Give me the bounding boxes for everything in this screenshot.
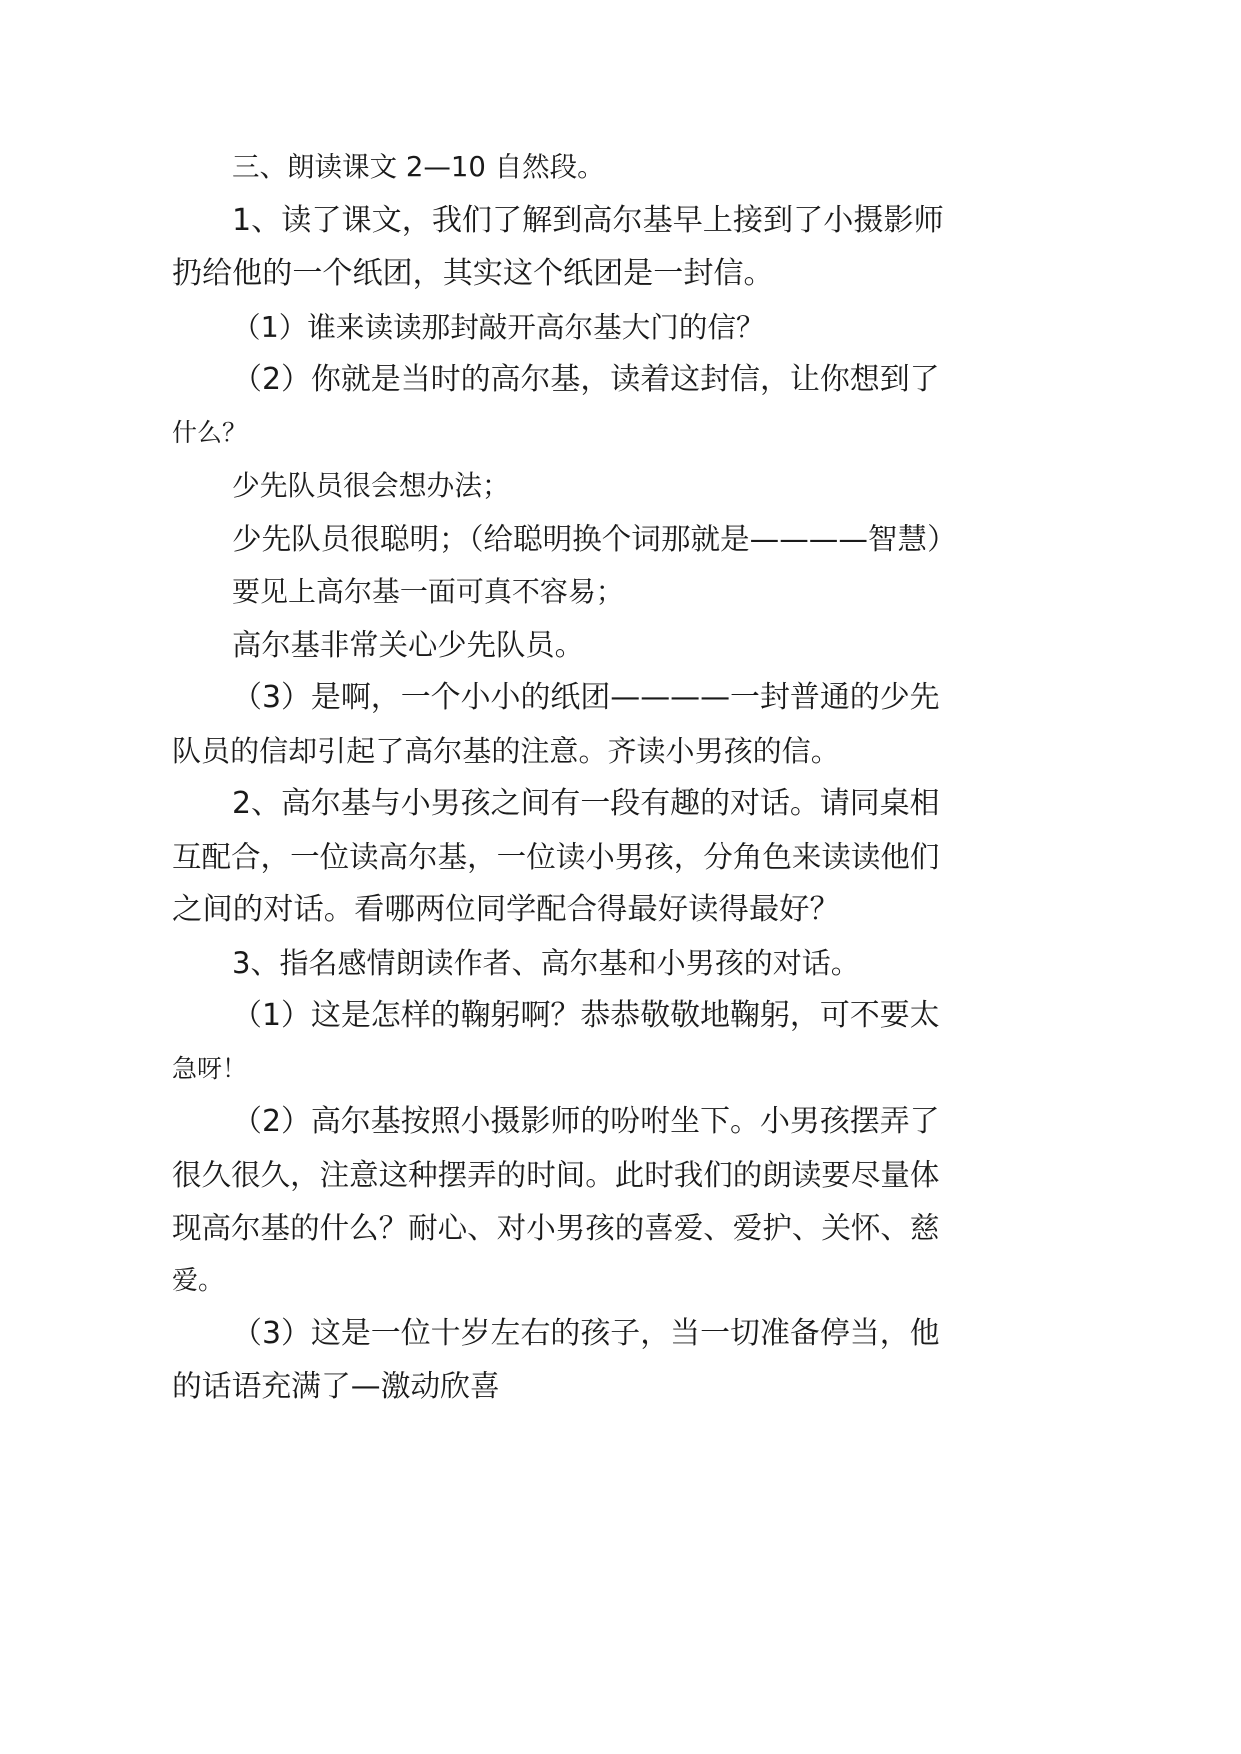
- text-line: 1、读了课文，我们了解到高尔基早上接到了小摄影师: [232, 203, 944, 238]
- text-line: （3）这是一位十岁左右的孩子，当一切准备停当，他: [232, 1316, 940, 1351]
- text-line: 3、指名感情朗读作者、高尔基和小男孩的对话。: [232, 946, 860, 980]
- text-line: 少先队员很会想办法；: [232, 469, 510, 502]
- text-line: 急呀！: [172, 1054, 247, 1083]
- text-line: 互配合，一位读高尔基，一位读小男孩，分角色来读读他们: [172, 840, 940, 874]
- text-line: 高尔基非常关心少先队员。: [232, 628, 584, 662]
- text-line: 爱。: [172, 1266, 224, 1296]
- text-line: 三、朗读课文 2—10 自然段。: [232, 151, 605, 183]
- text-line: （2）你就是当时的高尔基，读着这封信，让你想到了: [232, 362, 940, 397]
- text-line: （1）这是怎样的鞠躬啊？恭恭敬敬地鞠躬，可不要太: [232, 998, 940, 1033]
- text-line: 现高尔基的什么？耐心、对小男孩的喜爱、爱护、关怀、慈: [172, 1211, 940, 1245]
- text-line: 扔给他的一个纸团，其实这个纸团是一封信。: [172, 256, 774, 291]
- text-line: 的话语充满了—激动欣喜: [172, 1369, 500, 1404]
- text-line: 要见上高尔基一面可真不容易；: [232, 575, 624, 608]
- text-line: 少先队员很聪明；（给聪明换个词那就是————智慧）: [232, 522, 957, 556]
- text-line: 队员的信却引起了高尔基的注意。齐读小男孩的信。: [172, 734, 840, 768]
- text-line: （2）高尔基按照小摄影师的吩咐坐下。小男孩摆弄了: [232, 1104, 940, 1139]
- text-line: 什么？: [172, 418, 247, 447]
- text-line: 之间的对话。看哪两位同学配合得最好读得最好？: [172, 892, 840, 927]
- text-line: （1）谁来读读那封敲开高尔基大门的信？: [232, 310, 765, 344]
- text-line: （3）是啊，一个小小的纸团————一封普通的少先: [232, 680, 940, 715]
- text-line: 2、高尔基与小男孩之间有一段有趣的对话。请同桌相: [232, 786, 940, 821]
- text-line: 很久很久，注意这种摆弄的时间。此时我们的朗读要尽量体: [172, 1158, 940, 1192]
